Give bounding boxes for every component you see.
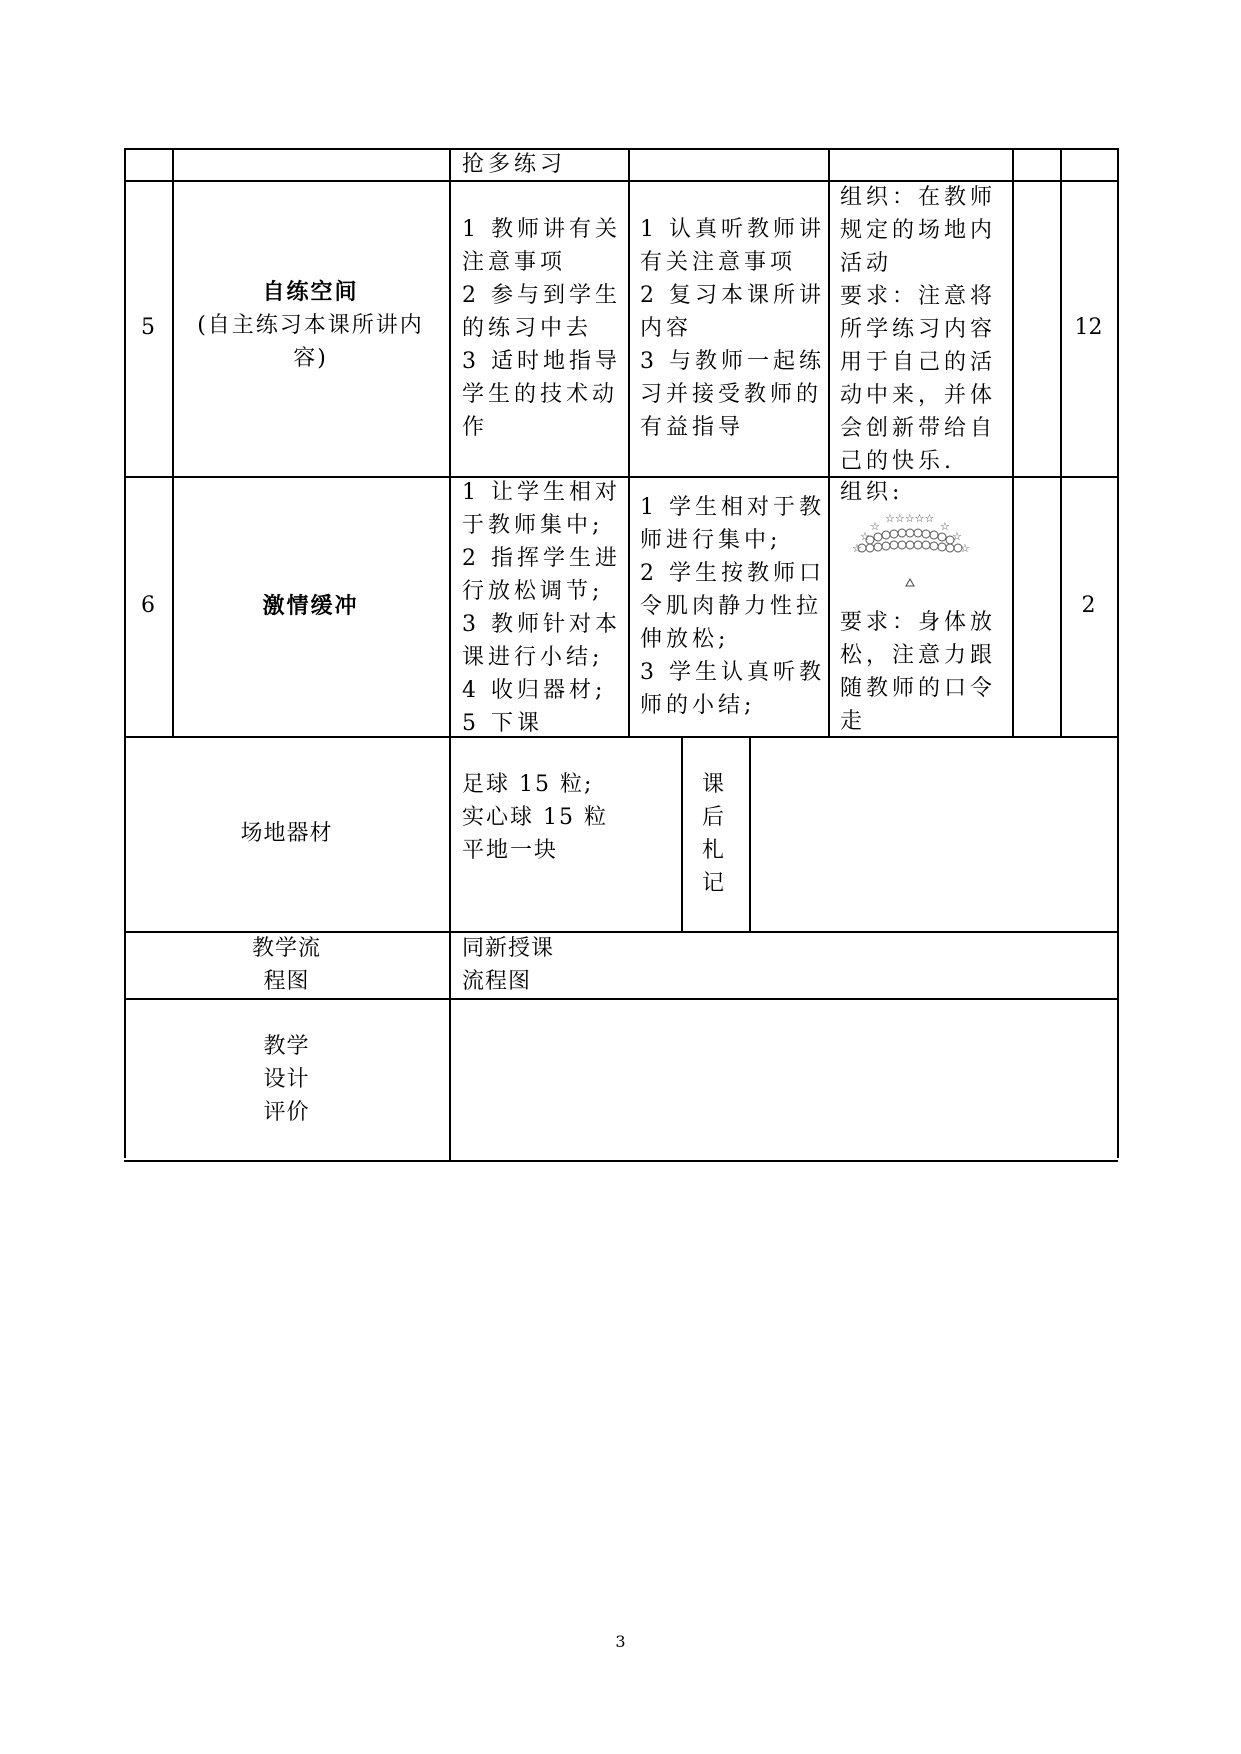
row2-organization-bottom: 要求：身体放 松，注意力跟 随教师的口令 走 [840,610,997,734]
flowchart-value: 同新授课 流程图 [462,936,555,994]
row2-time: 2 [1081,593,1096,618]
col-divider-notes [749,736,751,931]
teacher-triangle-icon [906,579,914,586]
svg-text:☆☆☆☆☆: ☆☆☆☆☆ [885,512,935,525]
col-divider-col7 [1060,148,1062,736]
formation-diagram [840,510,980,600]
row-divider-5 [124,998,1118,1000]
row2-index: 6 [141,593,155,618]
evaluation-label: 教学 设计 评价 [263,1034,310,1125]
svg-text:☆: ☆ [952,530,962,543]
page-number: 3 [615,1632,626,1651]
row1-time: 12 [1074,315,1103,340]
row1-teacher-cell: 1 教师讲有关 注意事项 2 参与到学生 的练习中去 3 适时地指导 学生的技术动 作 [462,217,621,440]
col-divider-teacher [628,148,630,736]
row1-organization-cell: 组织：在教师 规定的场地内 活动 要求：注意将 所学练习内容 用于自己的活 动中来，并体 会创新带给自 己的快乐. [840,185,997,474]
row1-content-title: 自练空间 [262,279,359,305]
row1-student-cell: 1 认真听教师讲 有关注意事项 2 复习本课所讲 内容 3 与教师一起练 习并接受教师的 有益指导 [640,217,825,440]
row2-student-cell: 1 学生相对于教 师进行集中; 2 学生按教师口 令肌肉静力性拉 伸放松; 3 学生认真听教 师的小结; [640,495,825,718]
table-border-right [1117,148,1119,1158]
row0-teacher-cell: 抢多练习 [462,152,567,177]
students-formation [852,512,970,555]
col-divider-student [828,148,830,736]
table-border-left [124,148,126,1158]
row2-organization-top: 组织: [840,480,904,505]
col-divider-index [172,148,174,736]
row1-content-cell [172,276,449,375]
table-bottom-border [124,1160,1118,1162]
equipment-items: 足球 15 粒; 实心球 15 粒 平地一块 [462,772,608,863]
col-divider-org [1012,148,1014,736]
svg-text:☆: ☆ [870,520,880,533]
svg-text:☆: ☆ [960,542,970,555]
flowchart-label: 教学流 程图 [251,936,321,994]
row1-index: 5 [141,315,155,340]
row2-teacher-cell: 1 让学生相对 于教师集中; 2 指挥学生进 行放松调节; 3 教师针对本 课进行小结; 4 收归器材; 5 下课 [462,480,621,736]
svg-text:☆: ☆ [852,542,862,555]
row2-content-title: 激情缓冲 [262,593,359,619]
svg-text:☆: ☆ [860,530,870,543]
equipment-label: 场地器材 [240,821,333,846]
row1-content-sub: (自主练习本课所讲内 容) [197,313,424,371]
col-divider-content [449,148,451,1160]
notes-label: 课 后 札 记 [701,772,728,896]
svg-text:☆: ☆ [940,520,950,533]
